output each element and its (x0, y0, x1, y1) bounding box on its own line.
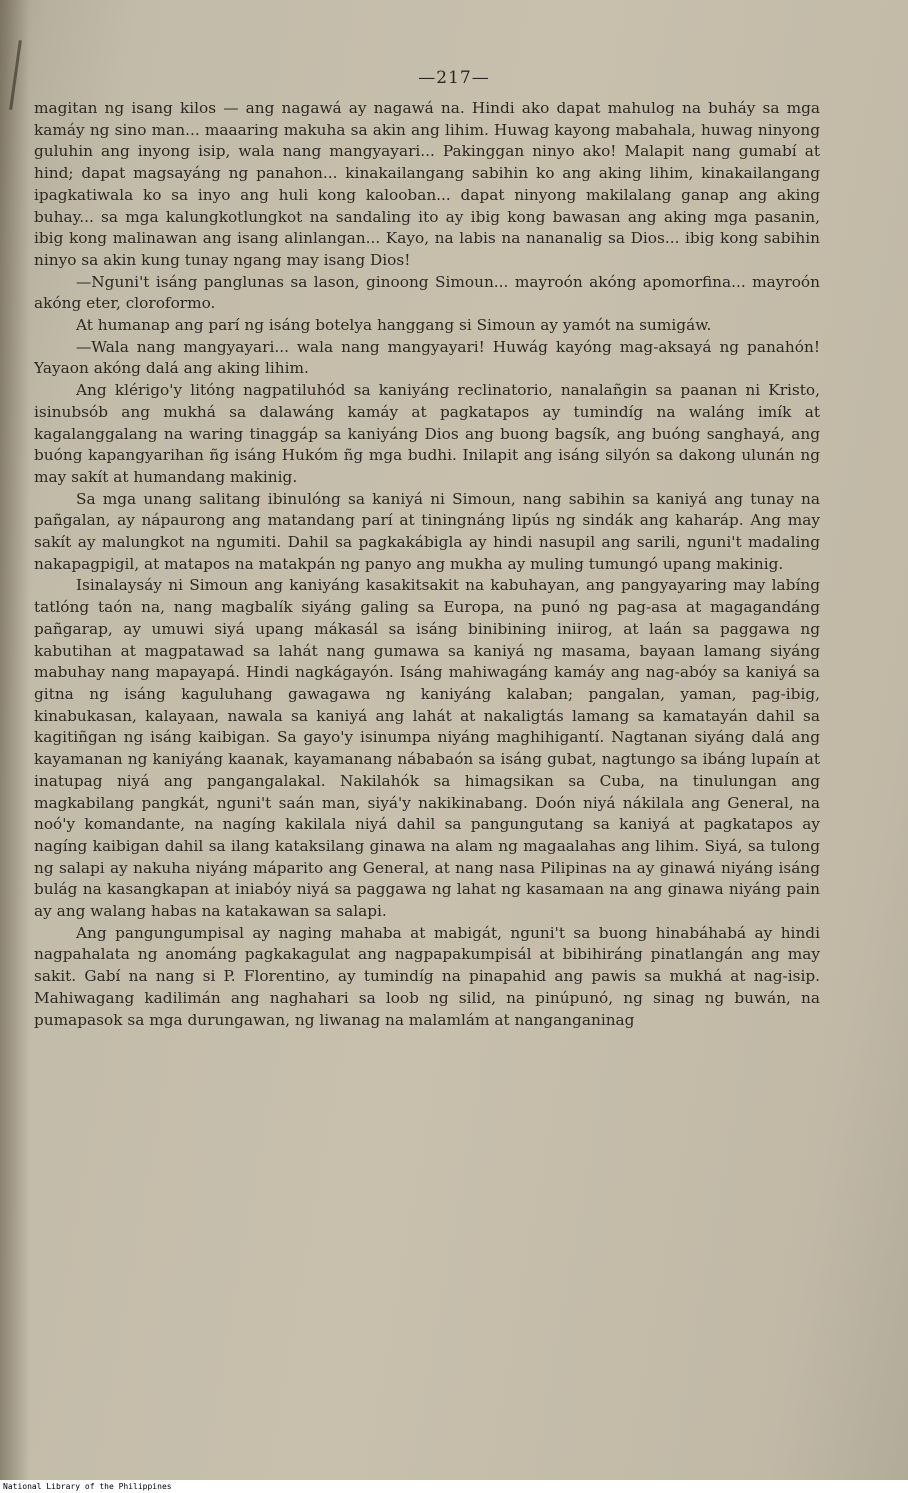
paragraph-4: —Wala nang mangyayari... wala nang mangyayari! Huwág kayóng mag-aksayá ng panahón! Yayaon akóng dalá ang aking lihim. (34, 337, 820, 378)
body-text (34, 98, 820, 1031)
paragraph-1: magitan ng isang kilos — ang nagawá ay nagawá na. Hindi ako dapat mahulog na buháy sa mga kamáy ng sino man... maaaring makuha sa akin ang lihim. Huwag kayong mabahala, huwag ninyong guluhin ang inyong isip, wala nang mangyayari... Pakinggan ninyo ako! Malapit nang gumabí at hind; dapat magsayáng ng panahon... kinakailangang sabihin ko ang aking lihim, kinakailangang ipagkatiwala ko sa inyo ang huli kong kalooban... dapat ninyong makilalang ganap ang aking buhay... sa mga kalungkotlungkot na sandaling ito ay ibig kong bawasan ang aking mga pasanin, ibig kong malinawan ang isang alinlangan... Kayo, na labis na nananalig sa Dios... ibig kong sabihin ninyo sa akin kung tunay ngang may isang Dios! (34, 99, 820, 269)
library-credit: National Library of the Philippines (3, 1482, 172, 1491)
paragraph-2: —Nguni't isáng panglunas sa lason, ginoong Simoun... mayroón akóng apomorfina... mayroón akóng eter, cloroformo. (34, 272, 820, 313)
page-number: —217— (418, 68, 490, 88)
paragraph-3: At humanap ang parí ng isáng botelya hanggang si Simoun ay yamót na sumigáw. (76, 316, 712, 335)
paragraph-8: Ang pangungumpisal ay naging mahaba at mabigát, nguni't sa buong hinabáhabá ay hindi nagpahalata ng anománg pagkakagulat ang nagpapakumpisál at bibihiráng pinatlangán ang may sakit. Gabí na nang si P. Florentino, ay tumindíg na pinapahid ang pawis sa mukhá at nag-isip. Mahiwagang kadilimán ang naghahari sa loob ng silid, na pinúpunó, ng sinag ng buwán, na pumapasok sa mga durungawan, ng liwanag na malamlám at nanganganinag (34, 923, 820, 1029)
paragraph-7: Isinalaysáy ni Simoun ang kaniyáng kasakitsakit na kabuhayan, ang pangyayaring may labíng tatlóng taón na, nang magbalík siyáng galing sa Europa, na punó ng pag-asa at magagandáng pañgarap, ay umuwi siyá upang mákasál sa isáng binibining iniirog, at laán sa paggawa ng kabutihan at magpatawad sa lahát nang gumawa sa kaniyá ng masama, bayaan lamang siyáng mabuhay nang mapayapá. Hindi nagkágayón. Isáng mahiwagáng kamáy ang nag-abóy sa kaniyá sa gitna ng isáng kaguluhang gawagawa ng kaniyáng kalaban; pangalan, yaman, pag-ibig, kinabukasan, kalayaan, nawala sa kaniyá ang lahát at nakaligtás lamang sa kamatayán dahil sa kagitiñgan ng isáng kaibigan. Sa gayo'y isinumpa niyáng maghihigantí. Nagtanan siyáng dalá ang kayamanan ng kaniyáng kaanak, kayamanang nábabaón sa isáng gubat, nagtungo sa ibáng lupaín at inatupag niyá ang pangangalakal. Nakilahók sa himagsikan sa Cuba, na tinulungan ang magkabilang pangkát, nguni't saán man, siyá'y nakikinabang. Doón niyá nákilala ang General, na noó'y komandante, na nagíng kakilala niyá dahil sa pangungutang sa kaniyá at pagkatapos ay nagíng kaibigan dahil sa ilang kataksilang ginawa na alam ng magaalahas ang lihim. Siyá, sa tulong ng salapi ay nakuha niyáng máparito ang General, at nang nasa Pilipinas na ay ginawá niyáng isáng bulág na kasangkapan at iniabóy niyá sa paggawa ng lahat ng kasamaan na ang ginawa niyáng pain ay ang walang habas na katakawan sa salapi. (34, 576, 820, 921)
paragraph-6: Sa mga unang salitang ibinulóng sa kaniyá ni Simoun, nang sabihin sa kaniyá ang tunay na pañgalan, ay nápaurong ang matandang parí at tiningnáng lipús ng sindák ang kaharáp. Ang may sakít ay malungkot na ngumiti. Dahil sa pagkakábigla ay hindi nasupil ang sarili, nguni't madaling nakapagpigil, at matapos na matakpán ng panyo ang mukha ay muling tumungó upang makinig. (34, 489, 820, 573)
paragraph-5: Ang klérigo'y litóng nagpatiluhód sa kaniyáng reclinatorio, nanalañgin sa paanan ni Kristo, isinubsób ang mukhá sa dalawáng kamáy at pagkatapos ay tumindíg na waláng imík at kagalanggalang na waring tinaggáp sa kaniyáng Dios ang buong bagsík, ang buóng sanghayá, ang buóng kapangyarihan ñg isáng Hukóm ñg mga budhi. Inilapit ang isáng silyón sa dakong ulunán ng may sakít at humandang makinig. (34, 381, 820, 486)
page-spine-shadow (0, 0, 30, 1480)
